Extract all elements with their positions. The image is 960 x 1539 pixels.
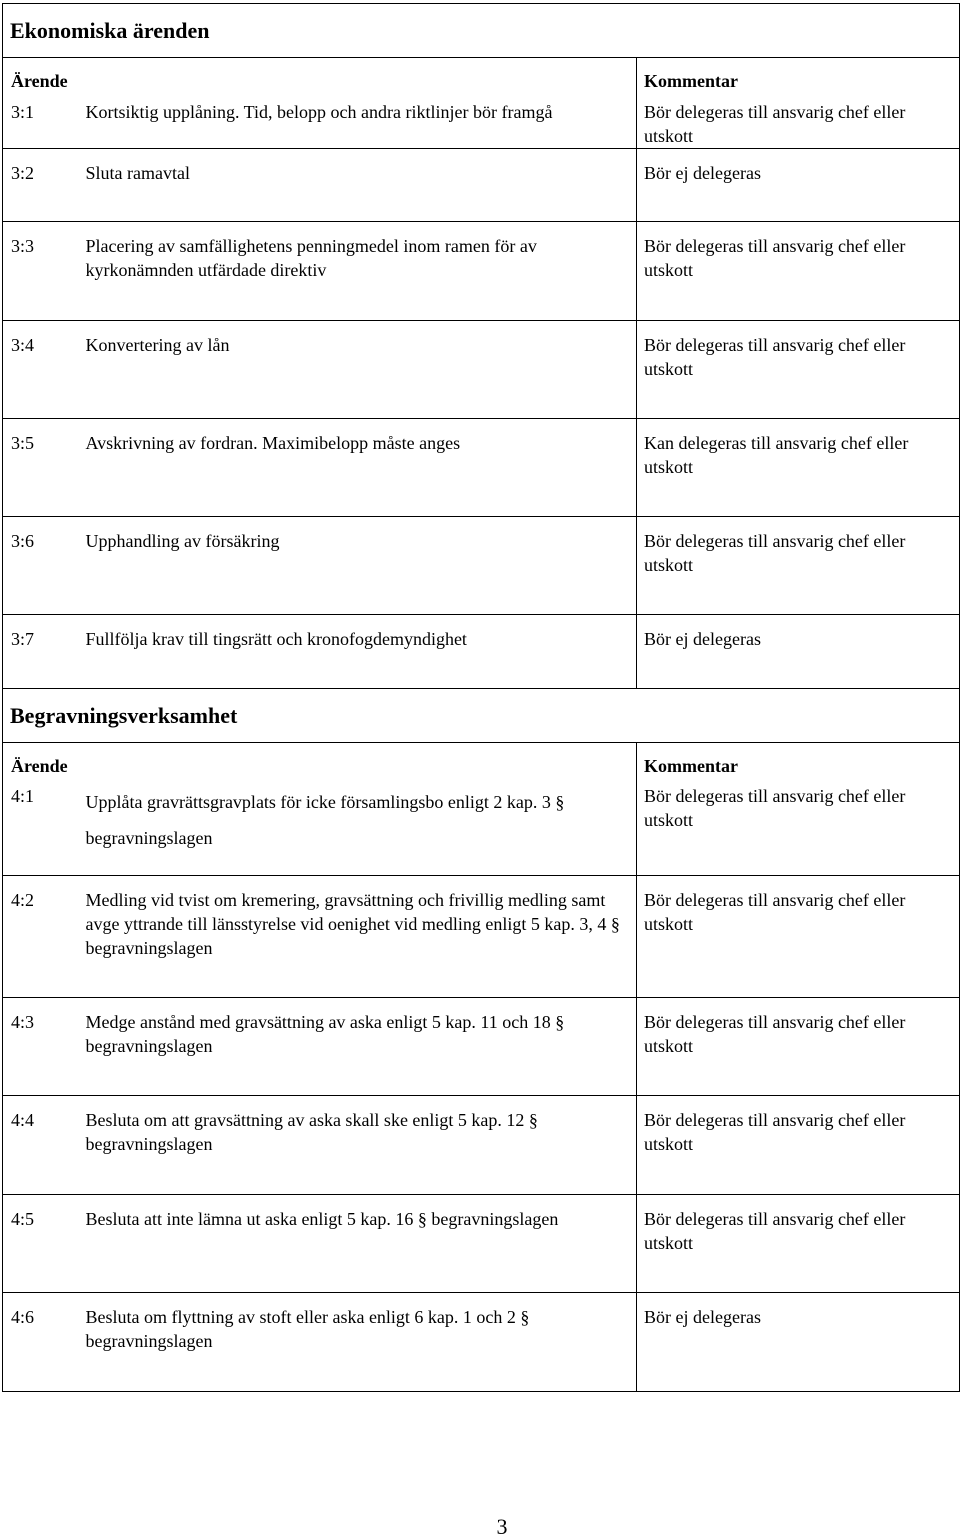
table-row [3,614,960,688]
row-comment: Bör delegeras till ansvarig chef eller utskott [637,997,960,1095]
row-item: Fullfölja krav till tingsrätt och kronofogdemyndighet [78,614,637,688]
header-kommentar: Kommentar [637,742,960,776]
row-comment: Bör delegeras till ansvarig chef eller utskott [637,92,960,149]
table-row [3,1292,960,1391]
column-header-row [3,58,960,92]
row-number: 3:4 [3,320,78,418]
row-item: Kortsiktig upplåning. Tid, belopp och andra riktlinjer bör framgå [78,92,637,149]
table-row [3,148,960,221]
row-item: Medling vid tvist om kremering, gravsättning och frivillig medling samt avge yttrande till länsstyrelse vid oenighet vid medling enligt 5 kap. 3, 4 § begravningslagen [78,875,637,997]
delegation-table [2,3,960,1392]
row-number: 4:6 [3,1292,78,1391]
row-number: 3:6 [3,516,78,614]
row-comment: Bör ej delegeras [637,1292,960,1391]
table-row [3,1095,960,1194]
table-row [3,516,960,614]
table-row [3,875,960,997]
row-comment: Kan delegeras till ansvarig chef eller utskott [637,418,960,516]
row-item: Upplåta gravrättsgravplats för icke församlingsbo enligt 2 kap. 3 § begravningslagen [78,776,637,875]
header-arende: Ärende [3,58,637,92]
row-item: Konvertering av lån [78,320,637,418]
row-number: 4:3 [3,997,78,1095]
column-header-row [3,742,960,776]
row-number: 3:2 [3,148,78,221]
row-item: Besluta att inte lämna ut aska enligt 5 kap. 16 § begravningslagen [78,1194,637,1292]
row-item: Besluta om att gravsättning av aska skall ske enligt 5 kap. 12 § begravningslagen [78,1095,637,1194]
row-number: 4:2 [3,875,78,997]
section-title-row [3,688,960,742]
row-item: Sluta ramavtal [78,148,637,221]
row-comment: Bör delegeras till ansvarig chef eller utskott [637,516,960,614]
row-number: 4:4 [3,1095,78,1194]
section-title-row [3,4,960,58]
row-item: Placering av samfällighetens penningmedel inom ramen för av kyrkonämnden utfärdade direktiv [78,221,637,320]
row-comment: Bör delegeras till ansvarig chef eller utskott [637,776,960,875]
row-comment: Bör delegeras till ansvarig chef eller utskott [637,1194,960,1292]
row-comment: Bör ej delegeras [637,614,960,688]
row-item: Upphandling av försäkring [78,516,637,614]
table-row [3,776,960,875]
table-row [3,92,960,149]
row-comment: Bör delegeras till ansvarig chef eller utskott [637,875,960,997]
header-arende: Ärende [3,742,637,776]
row-number: 3:3 [3,221,78,320]
table-row [3,1194,960,1292]
row-item: Besluta om flyttning av stoft eller aska enligt 6 kap. 1 och 2 § begravningslagen [78,1292,637,1391]
row-comment: Bör delegeras till ansvarig chef eller utskott [637,320,960,418]
row-number: 3:7 [3,614,78,688]
row-number: 4:5 [3,1194,78,1292]
section-title: Ekonomiska ärenden [3,4,960,58]
header-kommentar: Kommentar [637,58,960,92]
table-row [3,320,960,418]
row-number: 4:1 [3,776,78,875]
table-row [3,221,960,320]
row-comment: Bör ej delegeras [637,148,960,221]
row-item: Medge anstånd med gravsättning av aska enligt 5 kap. 11 och 18 § begravningslagen [78,997,637,1095]
row-comment: Bör delegeras till ansvarig chef eller utskott [637,221,960,320]
table-row [3,997,960,1095]
row-comment: Bör delegeras till ansvarig chef eller utskott [637,1095,960,1194]
table-row [3,418,960,516]
row-number: 3:1 [3,92,78,149]
section-title: Begravningsverksamhet [3,688,960,742]
row-item: Avskrivning av fordran. Maximibelopp måste anges [78,418,637,516]
page-number: 3 [496,1514,508,1539]
row-number: 3:5 [3,418,78,516]
